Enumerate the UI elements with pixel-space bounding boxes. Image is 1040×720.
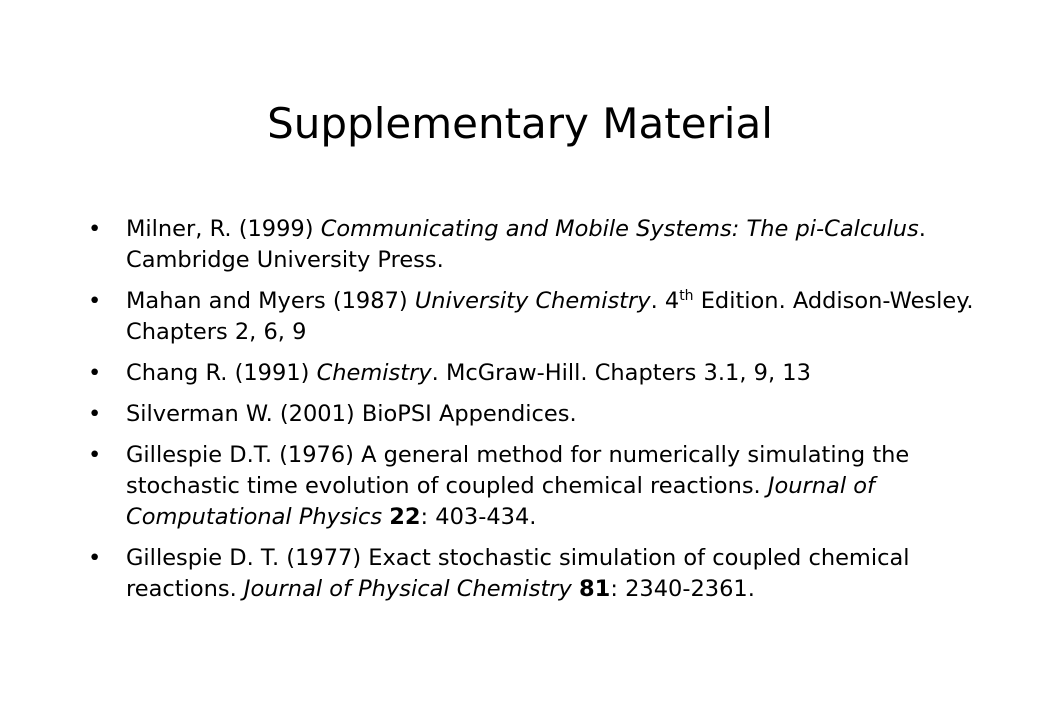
reference-title: University Chemistry	[414, 288, 651, 314]
reference-item-gillespie-1976	[88, 440, 988, 533]
bullet-icon: •	[88, 360, 102, 386]
reference-details: . Cambridge University Press.	[126, 216, 926, 273]
reference-item-chang	[88, 358, 988, 389]
bullet-icon: •	[88, 545, 102, 571]
reference-item-gillespie-1977	[88, 543, 988, 605]
reference-journal: Journal of Computational Physics	[126, 473, 875, 530]
reference-authors: Chang R. (1991)	[126, 360, 317, 386]
reference-edition: . 4	[650, 288, 680, 314]
bullet-icon: •	[88, 288, 102, 314]
reference-volume: 22	[389, 504, 421, 530]
reference-authors: Milner, R. (1999)	[126, 216, 321, 242]
bullet-icon: •	[88, 216, 102, 242]
reference-authors: Mahan and Myers (1987)	[126, 288, 415, 314]
reference-title: Chemistry	[316, 360, 432, 386]
reference-edition-suffix: th	[679, 288, 694, 304]
reference-pages: : 403-434.	[420, 504, 537, 530]
reference-list	[88, 214, 988, 615]
bullet-icon: •	[88, 401, 102, 427]
bullet-icon: •	[88, 442, 102, 468]
reference-item-silverman	[88, 399, 988, 430]
reference-item-milner	[88, 214, 988, 276]
reference-title: Communicating and Mobile Systems: The pi-Calculus	[320, 216, 919, 242]
reference-text: Gillespie D. T. (1977) Exact stochastic simulation of coupled chemical reactions.	[126, 545, 910, 602]
reference-details: Edition. Addison-Wesley. Chapters 2, 6, 9	[126, 288, 974, 345]
slide-title: Supplementary Material	[267, 99, 773, 148]
reference-text: Silverman W. (2001) BioPSI Appendices.	[126, 401, 577, 427]
reference-details: . McGraw-Hill. Chapters 3.1, 9, 13	[431, 360, 811, 386]
reference-journal: Journal of Physical Chemistry	[243, 576, 572, 602]
reference-volume: 81	[579, 576, 611, 602]
reference-pages: : 2340-2361.	[610, 576, 755, 602]
reference-text: Gillespie D.T. (1976) A general method for numerically simulating the stochastic time evolution of coupled chemical reactions.	[126, 442, 910, 499]
reference-item-mahan	[88, 286, 988, 348]
